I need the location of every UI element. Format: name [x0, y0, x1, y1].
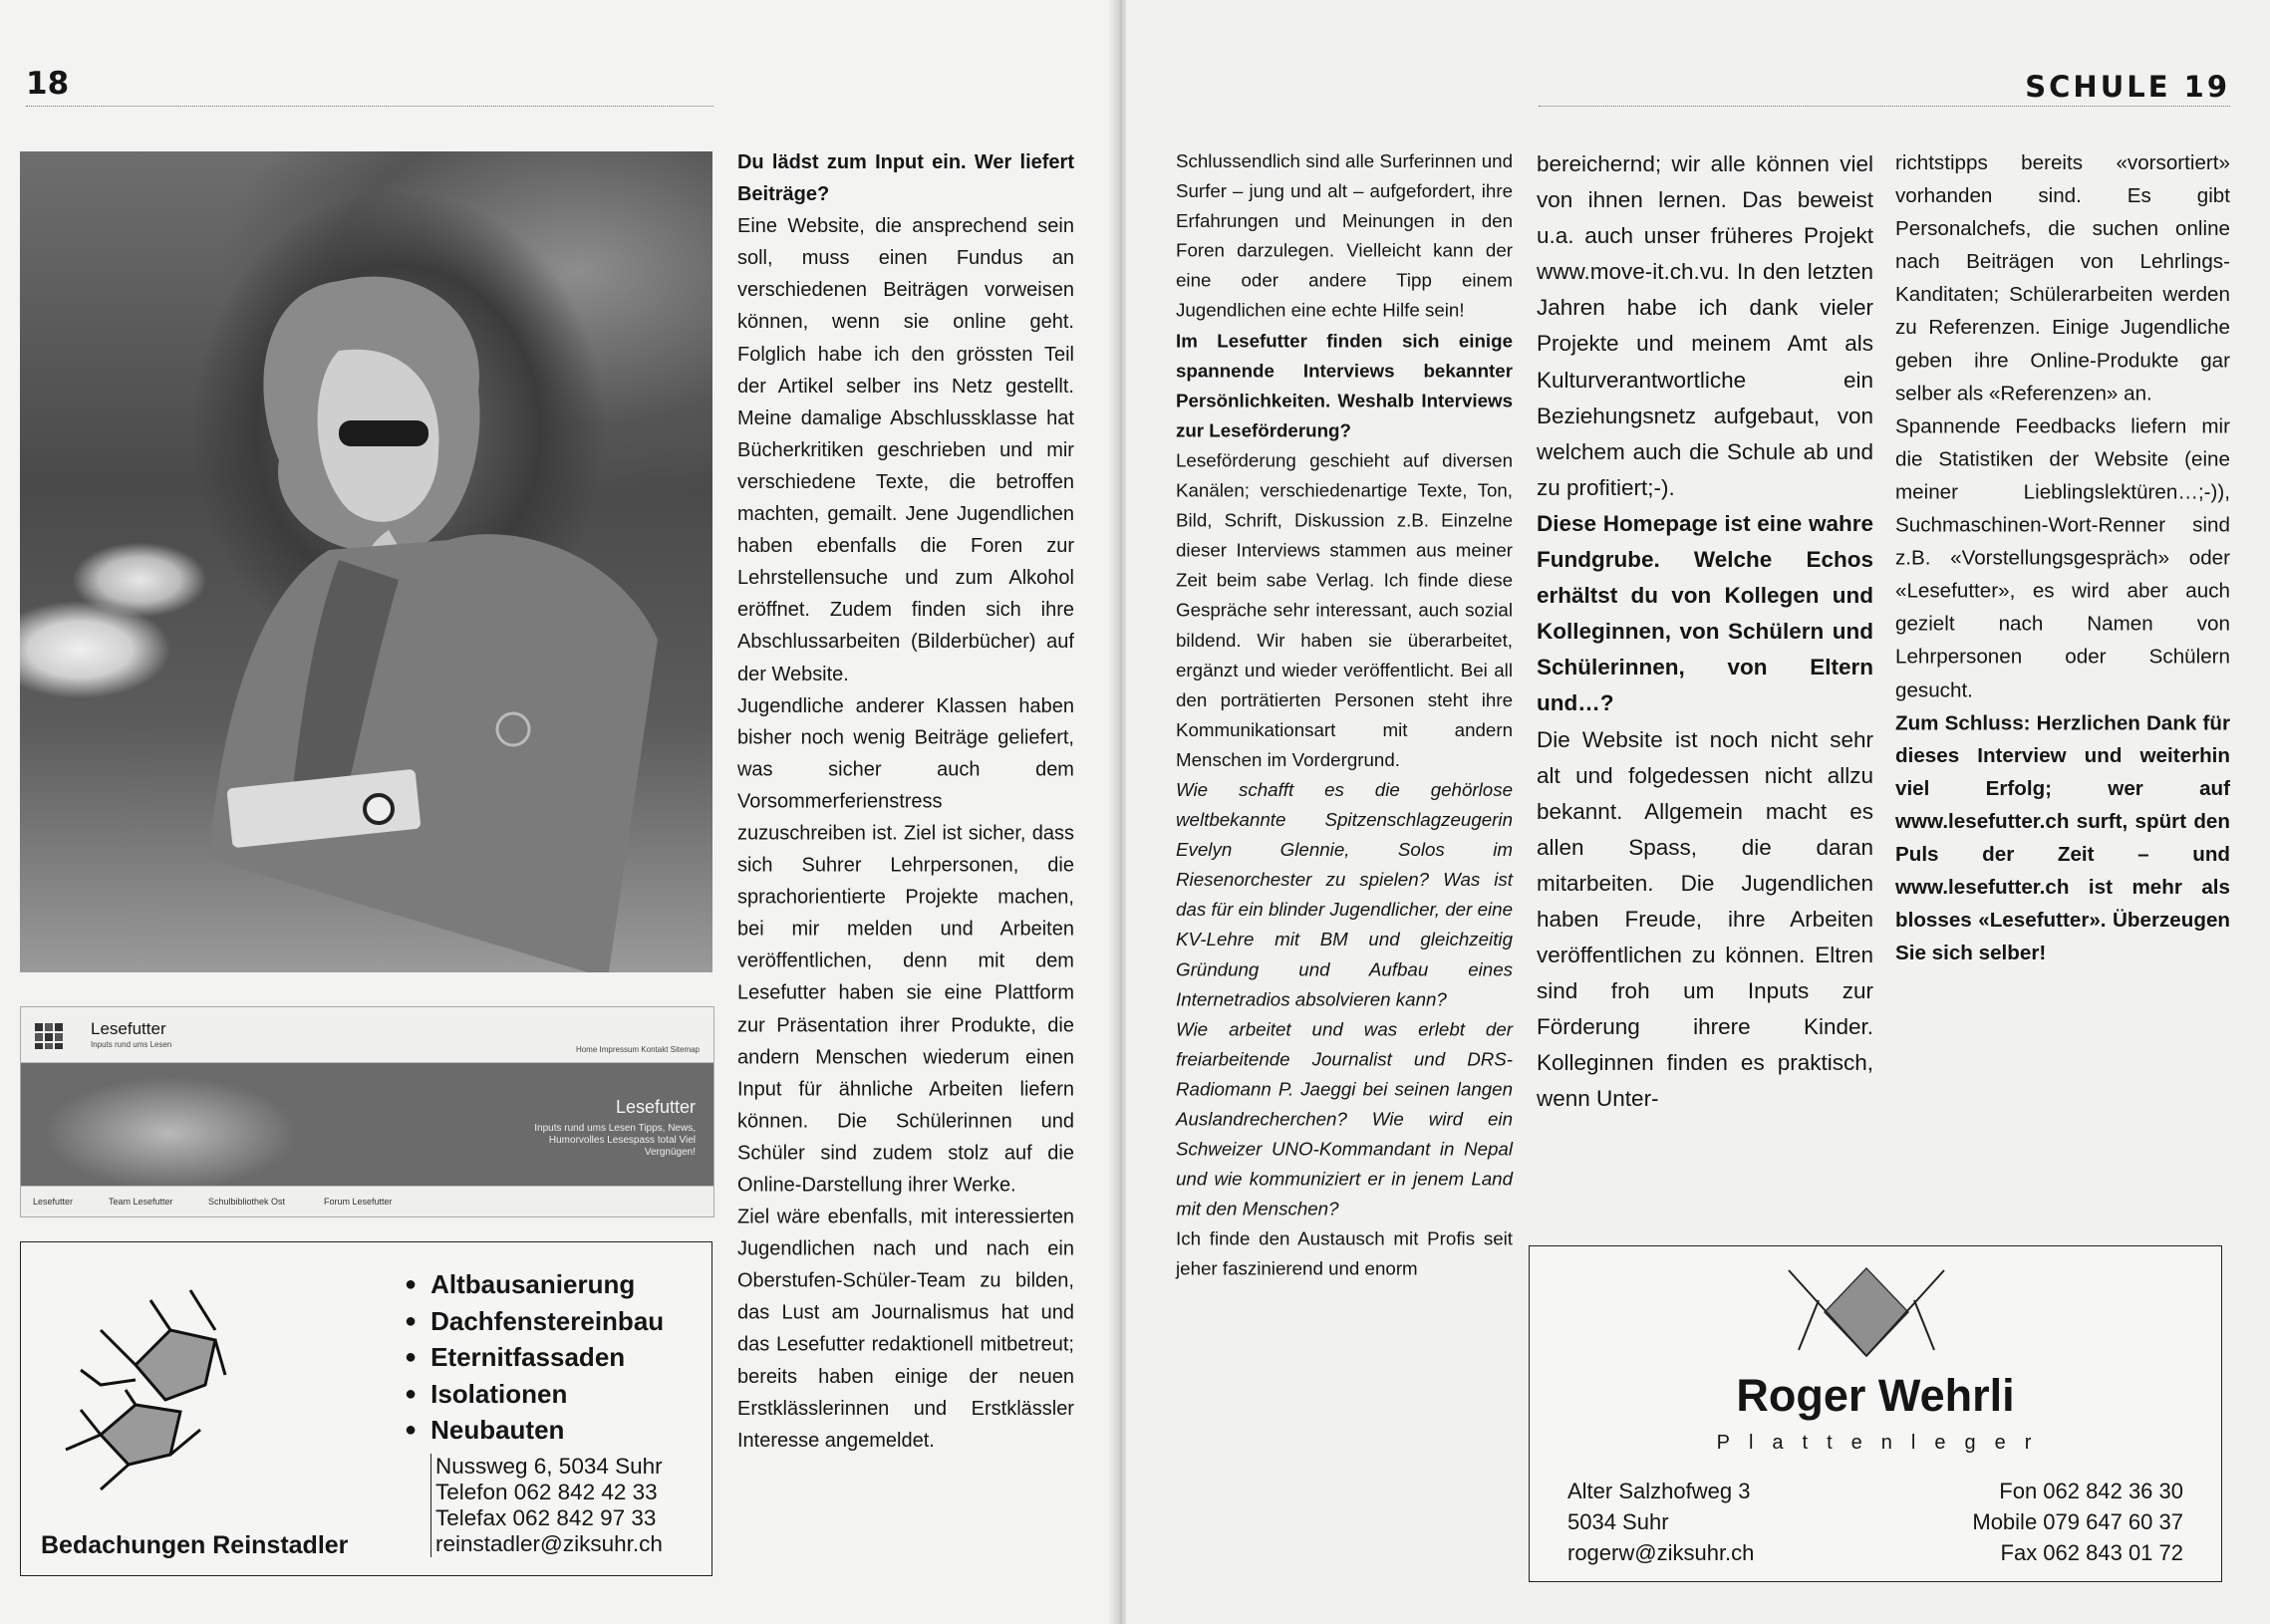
- ad-wehrli-trade: Plattenleger: [1716, 1432, 2051, 1454]
- paragraph: bereichernd; wir alle können viel von ihnen lernen. Das beweist u.a. auch unser früheres Projekt www.move-it.ch.vu. In den letzten Jahren habe ich dank vieler Projekte und meinem Amt als Kulturverantwortliche ein Beziehungsnetz aufgebaut, von welchem auch die Schule ab und zu profitiert;-).: [1537, 151, 1873, 500]
- service-item: ● Isolationen: [405, 1378, 664, 1415]
- screenshot-header: [21, 1007, 713, 1063]
- ad-reinstadler-contact: [430, 1454, 663, 1557]
- paragraph: Jugendliche anderer Klassen haben bisher noch wenig Beiträge geliefert, was sicher auch dem Vorsommerferienstress zuzuschreiben ist. Ziel ist sicher, dass sich Suhrer Lehrpersonen, die sprachorientierte Projekte machen, bei mir melden und Arbeiten veröffentlichen, denn mit dem Lesefutter haben sie eine Plattform zur Präsentation ihrer Produkte, die andern Menschen wiederum einen Input für ähnliche Arbeiten liefern können. Die Schülerinnen und Schüler sind zudem stolz auf die Online-Darstellung ihrer Werke.: [737, 693, 1074, 1196]
- ad-company-name: Bedachungen Reinstadler: [41, 1531, 349, 1559]
- section-title: SCHULE: [2025, 70, 2171, 104]
- italic-paragraph: Wie arbeitet und was erlebt der freiarbeitende Journalist und DRS-Radiomann P. Jaeggi bei seinen langen Auslandrecherchen? Wie wird ein Schweizer UNO-Kommandant in Nepal und wie kommuniziert er in jenem Land mit den Menschen?: [1176, 1018, 1514, 1219]
- website-screenshot: [20, 1006, 714, 1218]
- closing-statement: Zum Schluss: Herzlichen Dank für dieses Interview und weiterhin viel Erfolg; wer auf www.lesefutter.ch surft, spürt den Puls der Zeit – und www.lesefutter.ch ist mehr als blosses «Lesefutter». Überzeugen Sie sich selber!: [1895, 710, 2230, 964]
- interview-question: Im Lesefutter finden sich einige spannende Interviews bekannter Persönlichkeiten. Weshalb Interviews zur Leseförderung?: [1176, 330, 1514, 441]
- interview-question: Diese Homepage ist eine wahre Fundgrube. Welche Echos erhältst du von Kollegen und Kolleginnen, von Schülern und Schülerinnen, von Eltern und…?: [1537, 510, 1873, 716]
- interview-question: Du lädst zum Input ein. Wer liefert Beiträge?: [737, 150, 1074, 205]
- paragraph: Schlussendlich sind alle Surferinnen und Surfer – jung und alt – aufgefordert, ihre Erfahrungen und Meinungen in den Foren darzulegen. Vielleicht kann der eine oder andere Tipp einem Jugendlichen eine echte Hilfe sein!: [1176, 150, 1514, 322]
- screenshot-tab: Team Lesefutter: [109, 1197, 173, 1207]
- page-number-left: 18: [26, 66, 70, 102]
- screenshot-tab: Forum Lesefutter: [324, 1197, 393, 1207]
- ad-reinstadler: [20, 1241, 712, 1576]
- screenshot-site-sub: Inputs rund ums Lesen: [91, 1040, 172, 1049]
- article-column-4: [1895, 146, 2230, 969]
- ad-fax: Fax 062 843 01 72: [2000, 1540, 2183, 1565]
- screenshot-banner-text: Inputs rund ums Lesen Tipps, News, Humorvolles Lesespass total Viel Vergnügen!: [534, 1123, 696, 1158]
- article-column-2: [1176, 146, 1513, 1284]
- article-column-3: [1537, 146, 1873, 1118]
- running-head: [2025, 70, 2230, 104]
- ad-wehrli-phones: [1972, 1476, 2183, 1568]
- screenshot-site-name: Lesefutter: [91, 1019, 166, 1038]
- services-list: [405, 1268, 664, 1451]
- ad-street: Alter Salzhofweg 3: [1567, 1479, 1751, 1503]
- ad-fax: Telefax 062 842 97 33: [435, 1505, 657, 1530]
- site-logo-icon: [35, 1021, 81, 1051]
- paragraph: Eine Website, die ansprechend sein soll, muss einen Fundus an verschiedenen Beiträgen vorweisen können, wenn sie online geht. Folglich habe ich den grössten Teil der Artikel selber ins Netz gestellt. Meine damalige Abschlussklasse hat Bücherkritiken geschrieben und mir verschiedene Texte, die betroffen machten, gemailt. Jene Jugendlichen haben ebenfalls die Foren zur Lehrstellensuche und zum Alkohol eröffnet. Zudem finden sich ihre Abschlussarbeiten (Bilderbücher) auf der Website.: [737, 214, 1074, 684]
- paragraph: Ziel wäre ebenfalls, mit interessierten Jugendlichen nach und nach ein Oberstufen-Schüler-Team zu bilden, das Lust am Journalismus hat und das Lesefutter redaktionell mitbetreut; bereits haben einige der neuen Erstklässlerinnen und Erstklässler Interesse angemeldet.: [737, 1205, 1074, 1452]
- screenshot-banner-title: Lesefutter: [615, 1097, 696, 1117]
- service-item: ● Altbausanierung: [405, 1268, 664, 1305]
- italic-paragraph: Wie schafft es die gehörlose weltbekannte Spitzenschlagzeugerin Evelyn Glennie, Solos im Riesenorchester zu spielen? Was ist das für ein blinder Jugendlicher, der eine KV-Lehre mit BM und gleichzeitig Gründung und Aufbau eines Internetradios absolvieren kann?: [1176, 779, 1514, 1010]
- ad-phone: Fon 062 842 36 30: [1999, 1479, 2183, 1503]
- screenshot-tab: Lesefutter: [33, 1197, 74, 1207]
- portrait-photo: [20, 151, 712, 972]
- screenshot-tabs: [21, 1186, 713, 1217]
- service-item: ● Eternitfassaden: [405, 1341, 664, 1378]
- ad-phone: Telefon 062 842 42 33: [435, 1480, 658, 1504]
- screenshot-tab: Schulbibliothek Ost: [208, 1197, 286, 1207]
- service-item: ● Neubauten: [405, 1414, 664, 1451]
- reading-woman-illustration: [189, 221, 658, 972]
- ad-wehrli: [1529, 1245, 2222, 1582]
- left-page: [0, 0, 1114, 1624]
- paragraph: Leseförderung geschieht auf diversen Kanälen; verschiedenartige Texte, Ton, Bild, Schrift, Diskussion z.B. Einzelne dieser Interviews stammen aus meiner Zeit beim sabe Verlag. Ich finde diese Gespräche sehr interessant, auch sozial bildend. Wir haben sie überarbeitet, ergänzt und wieder veröffentlicht. Bei all den porträtierten Personen steht ihre Kommunikationsart mit andern Menschen im Vordergrund.: [1176, 449, 1514, 771]
- paragraph: richtstipps bereits «vorsortiert» vorhanden sind. Es gibt Personalchefs, die suchen online nach Beiträgen von Lehrlings-Kanditaten; Schülerarbeiten werden zu Referenzen. Einige Jugendliche geben ihre Online-Produkte gar selber als «Referenzen» an.: [1895, 150, 2230, 405]
- paragraph: Die Website ist noch nicht sehr alt und folgedessen nicht allzu bekannt. Allgemein macht es allen Spass, die daran mitarbeiten. Die Jugendlichen haben Freude, ihre Arbeiten veröffentlichen zu können. Eltren sind froh um Inputs zur Förderung ihrere Kinder. Kolleginnen finden es praktisch, wenn Unter-: [1537, 726, 1873, 1112]
- header-rule-left: [26, 106, 713, 107]
- service-item: ● Dachfenstereinbau: [405, 1305, 664, 1342]
- paragraph: Spannende Feedbacks liefern mir die Statistiken der Website (eine meiner Lieblingslektüren…;-)), Suchmaschinen-Wort-Renner sind z.B. «Vorstellungsgespräch» oder «Lesefutter», es wird aber auch gezielt nach Namen von Lehrpersonen oder Schülern gesucht.: [1895, 414, 2230, 701]
- ad-wehrli-address: [1567, 1476, 1754, 1568]
- article-column-1: [737, 146, 1074, 1457]
- page-number-right: 19: [2183, 70, 2230, 104]
- tile-logo-icon: [1779, 1260, 1954, 1370]
- ad-mobile: Mobile 079 647 60 37: [1972, 1509, 2183, 1534]
- paragraph: Ich finde den Austausch mit Profis seit jeher faszinierend und enorm: [1176, 1228, 1514, 1280]
- ad-wehrli-name: Roger Wehrli: [1736, 1370, 2015, 1421]
- roof-logo-icon: [41, 1260, 280, 1499]
- ad-email: reinstadler@ziksuhr.ch: [435, 1531, 663, 1556]
- ad-address: Nussweg 6, 5034 Suhr: [435, 1454, 663, 1479]
- ad-email: rogerw@ziksuhr.ch: [1567, 1540, 1755, 1565]
- header-rule-right: [1539, 106, 2230, 107]
- ad-city: 5034 Suhr: [1567, 1509, 1669, 1534]
- screenshot-nav: Home Impressum Kontakt Sitemap: [575, 1045, 700, 1054]
